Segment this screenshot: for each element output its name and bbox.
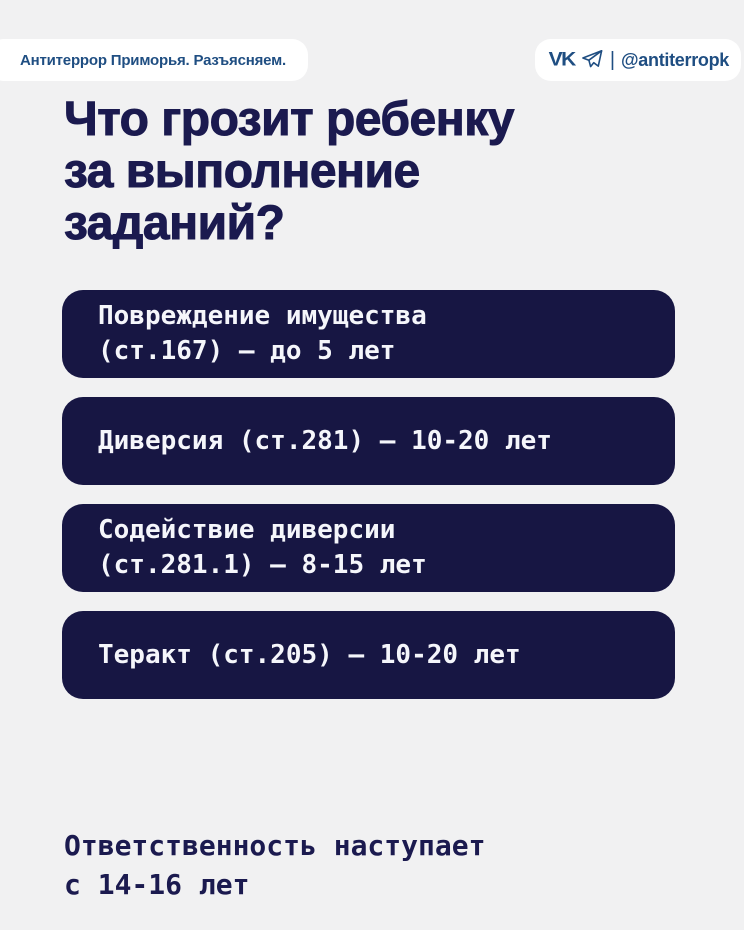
- vk-logo-icon: VK: [548, 48, 575, 71]
- social-handle: @antiterropk: [621, 49, 729, 70]
- penalty-card-aiding-sabotage: [62, 504, 675, 592]
- page-title: [64, 94, 514, 250]
- card-text-line: Повреждение имущества: [98, 301, 427, 331]
- separator-bar: |: [609, 48, 616, 71]
- card-text-line: (ст.281.1) — 8-15 лет: [98, 550, 427, 580]
- penalty-card-list: [62, 290, 675, 699]
- card-text-line: Диверсия (ст.281) — 10-20 лет: [98, 425, 552, 456]
- penalty-card-terror-act: [62, 611, 675, 699]
- title-line: Что грозит ребенку: [64, 93, 514, 146]
- brand-badge: [0, 39, 308, 81]
- social-badge: [535, 39, 741, 81]
- telegram-icon: [580, 48, 604, 72]
- title-line: заданий?: [64, 197, 285, 250]
- footer-text-line: Ответственность наступает: [64, 829, 486, 862]
- card-text-line: Содействие диверсии: [98, 515, 396, 545]
- title-line: за выполнение: [64, 145, 420, 198]
- card-text-line: Теракт (ст.205) — 10-20 лет: [98, 639, 521, 670]
- card-text-line: (ст.167) — до 5 лет: [98, 336, 396, 366]
- penalty-card-sabotage: [62, 397, 675, 485]
- footer-text-line: с 14-16 лет: [64, 868, 250, 901]
- footer-note: [64, 826, 485, 904]
- penalty-card-property-damage: [62, 290, 675, 378]
- brand-label: Антитеррор Приморья. Разъясняем.: [20, 51, 286, 69]
